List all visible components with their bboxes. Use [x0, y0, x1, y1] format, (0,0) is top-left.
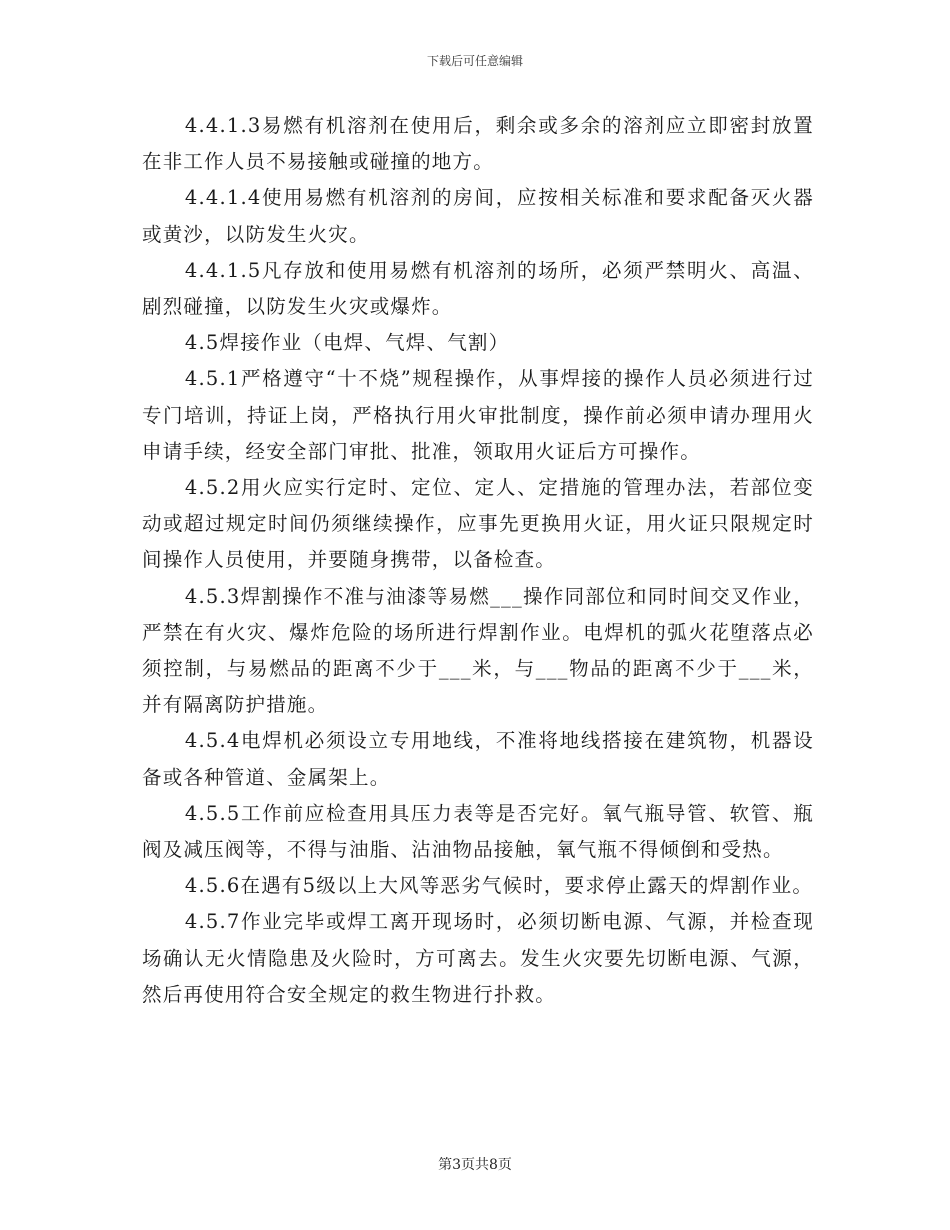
- paragraph-4-5-3: 4.5.3焊割操作不准与油漆等易燃___操作同部位和同时间交叉作业，严禁在有火灾、爆炸危险的场所进行焊割作业。电焊机的弧火花堕落点必须控制，与易燃品的距离不少于___米，与___物品的距离不少于___米，并有隔离防护措施。: [142, 584, 814, 717]
- paragraph-4-4-1-4: 4.4.1.4使用易燃有机溶剂的房间，应按相关标准和要求配备灭火器或黄沙，以防发生火灾。: [142, 186, 814, 246]
- paragraph-4-5-4: 4.5.4电焊机必须设立专用地线，不准将地线搭接在建筑物，机器设备或各种管道、金属架上。: [142, 729, 814, 789]
- paragraph-4-5-1: 4.5.1严格遵守“十不烧”规程操作，从事焊接的操作人员必须进行过专门培训，持证上岗，严格执行用火审批制度，操作前必须申请办理用火申请手续，经安全部门审批、批准，领取用火证后方可操作。: [142, 367, 814, 463]
- paragraph-4-5-5: 4.5.5工作前应检查用具压力表等是否完好。氧气瓶导管、软管、瓶阀及减压阀等，不得与油脂、沾油物品接触，氧气瓶不得倾倒和受热。: [142, 801, 814, 862]
- section-heading-4-5: 4.5焊接作业（电焊、气焊、气割）: [184, 331, 510, 355]
- page-header: 下载后可任意编辑: [426, 54, 523, 68]
- paragraph-4-4-1-5: 4.4.1.5凡存放和使用易燃有机溶剂的场所，必须严禁明火、高温、剧烈碰撞，以防发生火灾或爆炸。: [142, 258, 814, 319]
- paragraph-4-5-7: 4.5.7作业完毕或焊工离开现场时，必须切断电源、气源，并检查现场确认无火情隐患及火险时，方可离去。发生火灾要先切断电源、气源，然后再使用符合安全规定的救生物进行扑救。: [142, 910, 814, 1006]
- paragraph-4-5-6: 4.5.6在遇有5级以上大风等恶劣气候时，要求停止露天的焊割作业。: [184, 874, 814, 898]
- page-number: 第3页共8页: [438, 1157, 512, 1173]
- paragraph-4-5-2: 4.5.2用火应实行定时、定位、定人、定措施的管理办法，若部位变动或超过规定时间仍须继续操作，应事先更换用火证，用火证只限规定时间操作人员使用，并要随身携带，以备检查。: [142, 476, 814, 572]
- paragraph-4-4-1-3: 4.4.1.3易燃有机溶剂在使用后，剩余或多余的溶剂应立即密封放置在非工作人员不易接触或碰撞的地方。: [142, 114, 814, 174]
- document-body: [142, 108, 814, 1013]
